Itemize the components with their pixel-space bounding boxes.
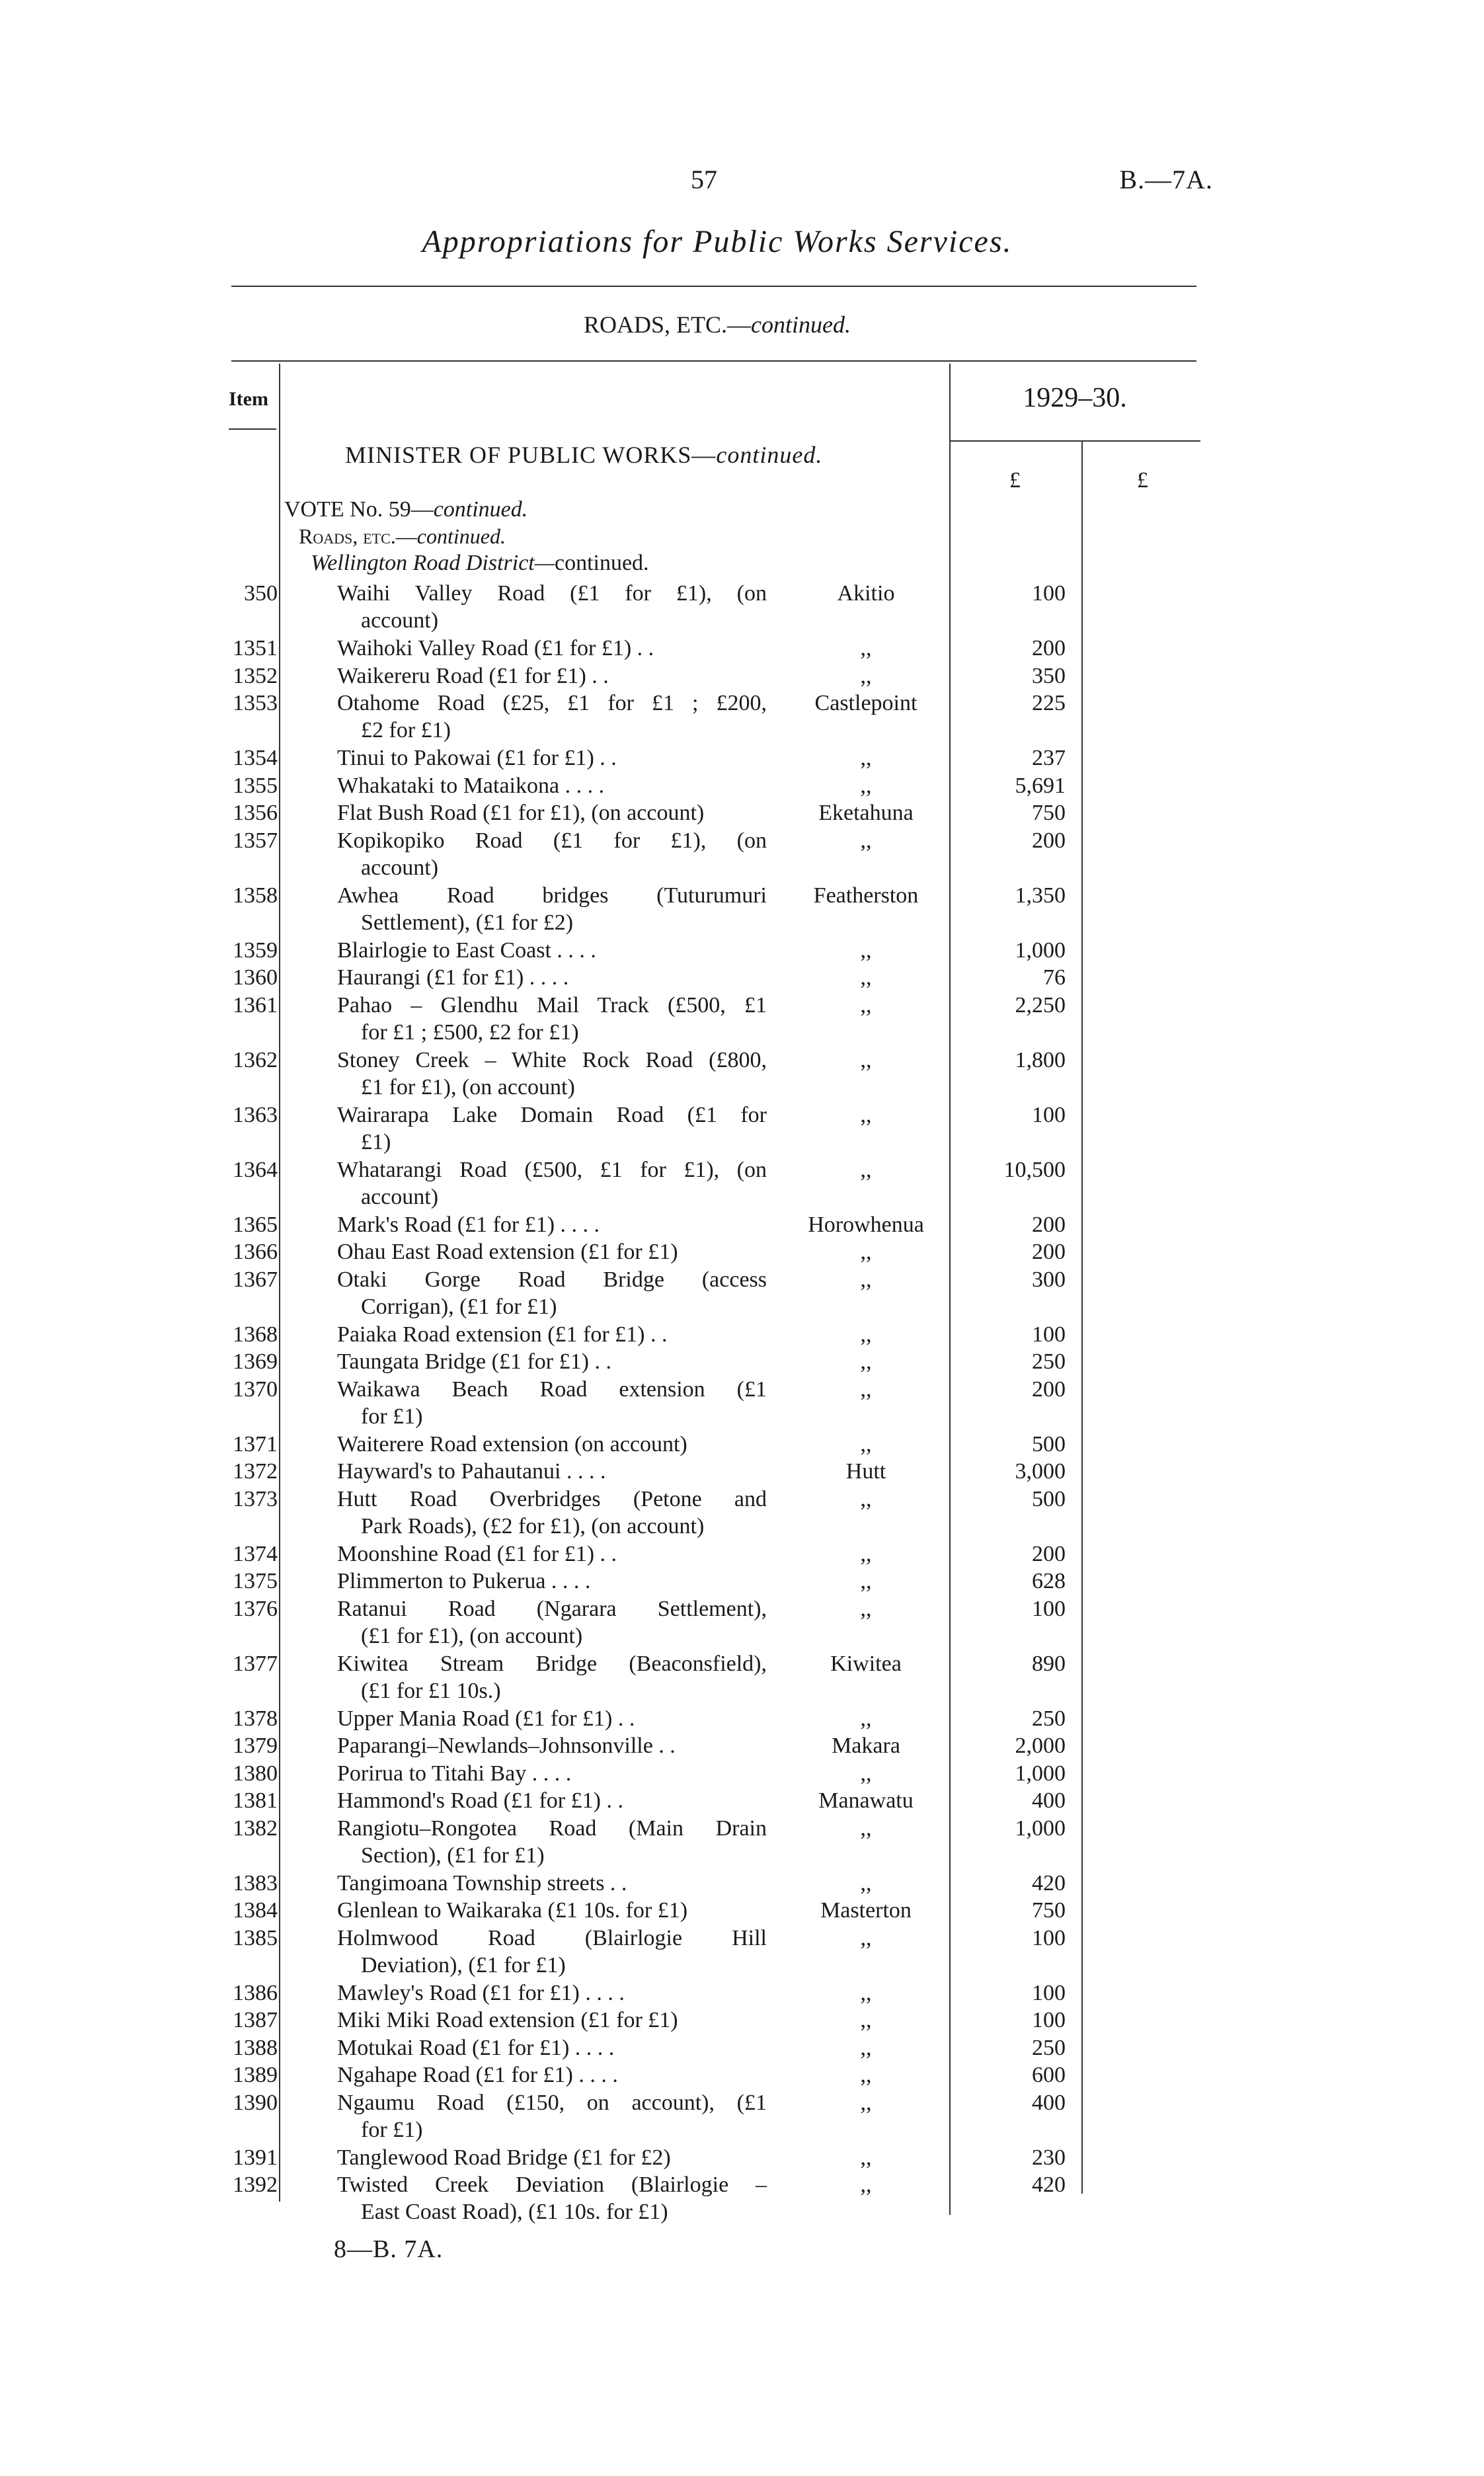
amount-value: 500	[1032, 1431, 1066, 1457]
page-number: 57	[691, 165, 717, 194]
description-line-1: Upper Mania Road (£1 for £1) . .	[337, 1706, 635, 1731]
description-line-1: Mark's Road (£1 for £1) . . . .	[337, 1212, 600, 1237]
district-heading-name: Wellington Road District—	[311, 551, 555, 575]
currency-symbol-2: £	[1137, 468, 1148, 493]
district-name: ,,	[860, 1870, 872, 1896]
top-rule	[231, 286, 1196, 287]
amount-value: 250	[1032, 1349, 1066, 1374]
item-description	[337, 690, 767, 744]
item-description	[337, 799, 767, 826]
amount-value: 5,691	[1015, 773, 1066, 798]
description-line-1: Waikereru Road (£1 for £1) . .	[337, 663, 609, 688]
amount-value: 230	[1032, 2145, 1066, 2170]
description-line-1: Ngahape Road (£1 for £1) . . . .	[337, 2063, 618, 2087]
district-name: ,,	[860, 773, 872, 798]
item-number: 1382	[233, 1816, 278, 1841]
item-description	[337, 827, 767, 881]
item-description	[337, 2089, 767, 2143]
item-number: 1387	[233, 2008, 278, 2032]
district-name: ,,	[860, 828, 872, 853]
district-name: ,,	[860, 1349, 872, 1374]
description-line-1: Waiterere Road extension (on account)	[337, 1431, 687, 1457]
item-number: 1374	[233, 1541, 278, 1566]
district-name: Horowhenua	[808, 1212, 924, 1237]
item-column-divider	[279, 364, 280, 2202]
district-name: ,,	[860, 1102, 872, 1127]
currency-symbol-1: £	[1009, 468, 1021, 493]
item-number: 350	[244, 581, 278, 606]
district-name: ,,	[860, 1486, 872, 1511]
amount-value: 400	[1032, 1788, 1066, 1813]
item-number: 1391	[233, 2145, 278, 2170]
district-name: Masterton	[820, 1898, 912, 1923]
item-description	[337, 1650, 767, 1704]
item-number: 1352	[233, 663, 278, 688]
amount-value: 628	[1032, 1569, 1066, 1593]
amount-value: 1,800	[1015, 1047, 1066, 1072]
description-line-2: £1 for £1), (on account)	[361, 1074, 575, 1099]
description-line-2: Section), (£1 for £1)	[361, 1843, 545, 1868]
amount-value: 200	[1032, 1377, 1066, 1402]
description-line-2: Park Roads), (£2 for £1), (on account)	[361, 1513, 705, 1538]
description-line-1: Paparangi–Newlands–Johnsonville . .	[337, 1734, 676, 1758]
district-name: Hutt	[845, 1459, 886, 1484]
description-line-1: Kiwitea Stream Bridge (Beaconsfield),	[337, 1651, 767, 1676]
amount-value: 250	[1032, 1706, 1066, 1731]
item-description	[337, 1925, 767, 1979]
item-number: 1378	[233, 1706, 278, 1731]
item-description	[337, 1870, 767, 1897]
item-number: 1369	[233, 1349, 278, 1374]
item-number: 1385	[233, 1925, 278, 1950]
district-name: ,,	[860, 2035, 872, 2060]
item-description	[337, 1101, 767, 1156]
item-number: 1373	[233, 1486, 278, 1511]
description-line-2: Corrigan), (£1 for £1)	[361, 1294, 557, 1319]
description-line-1: Mawley's Road (£1 for £1) . . . .	[337, 1980, 625, 2005]
description-line-1: Motukai Road (£1 for £1) . . . .	[337, 2035, 615, 2060]
amount-value: 200	[1032, 828, 1066, 853]
roads-heading-text: Roads, etc.—	[299, 524, 417, 548]
item-description	[337, 1458, 767, 1485]
item-description	[337, 1979, 767, 2007]
amount-value: 100	[1032, 581, 1066, 606]
description-line-2: £2 for £1)	[361, 718, 451, 742]
item-number: 1390	[233, 2090, 278, 2115]
item-number: 1368	[233, 1322, 278, 1347]
item-description	[337, 1321, 767, 1348]
description-line-1: Ohau East Road extension (£1 for £1)	[337, 1240, 678, 1264]
district-name: ,,	[860, 1980, 872, 2005]
item-number: 1372	[233, 1459, 278, 1484]
item-number: 1377	[233, 1651, 278, 1676]
item-description	[337, 2034, 767, 2061]
description-line-2: for £1 ; £500, £2 for £1)	[361, 1019, 579, 1045]
item-description	[337, 1211, 767, 1238]
district-name: Kiwitea	[830, 1651, 902, 1676]
district-name: ,,	[860, 663, 872, 688]
district-name: ,,	[860, 1596, 872, 1621]
description-line-1: Waihoki Valley Road (£1 for £1) . .	[337, 636, 654, 660]
year-column-header: 1929–30.	[1023, 383, 1127, 413]
description-line-1: Rangiotu–Rongotea Road (Main Drain	[337, 1816, 767, 1841]
item-number: 1380	[233, 1761, 278, 1786]
district-name: ,,	[860, 1706, 872, 1731]
minister-heading	[345, 441, 822, 469]
description-line-1: Plimmerton to Pukerua . . . .	[337, 1569, 591, 1593]
amount-value: 100	[1032, 1322, 1066, 1347]
item-description	[337, 1047, 767, 1101]
district-name: ,,	[860, 1431, 872, 1457]
item-number: 1381	[233, 1788, 278, 1813]
item-number: 1389	[233, 2063, 278, 2087]
item-number: 1356	[233, 801, 278, 825]
document-reference: B.—7A.	[1119, 165, 1213, 194]
description-line-1: Miki Miki Road extension (£1 for £1)	[337, 2008, 678, 2032]
amount-value: 100	[1032, 2008, 1066, 2032]
district-name: ,,	[860, 2145, 872, 2170]
item-number: 1388	[233, 2035, 278, 2060]
district-name: Eketahuna	[818, 801, 914, 825]
amount-value: 750	[1032, 1898, 1066, 1923]
item-description	[337, 937, 767, 964]
description-line-1: Pahao – Glendhu Mail Track (£500, £1	[337, 992, 767, 1018]
item-description	[337, 2171, 767, 2225]
district-heading	[311, 551, 649, 576]
item-description	[337, 2007, 767, 2034]
amount-value: 100	[1032, 1925, 1066, 1950]
item-description	[337, 1156, 767, 1211]
item-description	[337, 882, 767, 936]
description-line-1: Moonshine Road (£1 for £1) . .	[337, 1541, 617, 1566]
district-name: ,,	[860, 1157, 872, 1182]
description-line-1: Porirua to Titahi Bay . . . .	[337, 1761, 572, 1786]
description-line-1: Holmwood Road (Blairlogie Hill	[337, 1925, 767, 1950]
district-name: ,,	[860, 2008, 872, 2032]
amount-value: 100	[1032, 1102, 1066, 1127]
item-description	[337, 1266, 767, 1320]
item-number: 1376	[233, 1596, 278, 1621]
amount-value: 100	[1032, 1596, 1066, 1621]
district-name: ,,	[860, 636, 872, 660]
district-name: Manawatu	[818, 1788, 914, 1813]
description-line-1: Whakataki to Mataikona . . . .	[337, 773, 605, 798]
item-description	[337, 964, 767, 991]
item-description	[337, 1540, 767, 1568]
description-line-1: Awhea Road bridges (Tuturumuri	[337, 883, 767, 908]
district-name: ,,	[860, 1047, 872, 1072]
vote-heading-text: VOTE No. 59—	[284, 497, 434, 522]
item-description	[337, 1732, 767, 1759]
item-description	[337, 1568, 767, 1595]
description-line-2: account)	[361, 1184, 439, 1209]
item-description	[337, 1760, 767, 1787]
district-name: ,,	[860, 938, 872, 963]
district-name: ,,	[860, 746, 872, 770]
district-name: ,,	[860, 992, 872, 1018]
district-name: ,,	[860, 1761, 872, 1786]
amount-value: 100	[1032, 1980, 1066, 2005]
item-number: 1371	[233, 1431, 278, 1457]
vote-heading-continued: continued.	[433, 497, 528, 522]
item-description	[337, 1238, 767, 1265]
item-description	[337, 580, 767, 634]
description-line-2: (£1 for £1 10s.)	[361, 1678, 501, 1703]
item-description	[337, 2061, 767, 2089]
amount-value: 225	[1032, 691, 1066, 715]
district-name: ,,	[860, 1240, 872, 1264]
amount-value: 200	[1032, 636, 1066, 660]
minister-heading-continued: continued.	[716, 442, 823, 468]
district-name: Castlepoint	[814, 691, 918, 715]
item-number: 1365	[233, 1212, 278, 1237]
item-description	[337, 1815, 767, 1869]
item-number: 1386	[233, 1980, 278, 2005]
amount-value: 1,000	[1015, 938, 1066, 963]
description-line-1: Stoney Creek – White Rock Road (£800,	[337, 1047, 767, 1072]
item-number: 1360	[233, 965, 278, 990]
roads-heading-continued: continued.	[416, 524, 506, 548]
section-title-text: ROADS, ETC.—	[584, 311, 752, 338]
item-description	[337, 1787, 767, 1814]
description-line-1: Glenlean to Waikaraka (£1 10s. for £1)	[337, 1898, 688, 1923]
item-description	[337, 1705, 767, 1732]
item-number: 1383	[233, 1870, 278, 1896]
description-line-1: Kopikopiko Road (£1 for £1), (on	[337, 828, 767, 853]
item-number: 1370	[233, 1377, 278, 1402]
district-name: ,,	[860, 1569, 872, 1593]
district-name: ,,	[860, 2173, 872, 2197]
district-name: ,,	[860, 1541, 872, 1566]
item-number: 1361	[233, 992, 278, 1018]
description-line-1: Flat Bush Road (£1 for £1), (on account)	[337, 801, 705, 825]
description-line-2: account)	[361, 608, 439, 633]
description-line-1: Otaki Gorge Road Bridge (access	[337, 1267, 767, 1292]
district-name: ,,	[860, 2090, 872, 2115]
amount-value: 200	[1032, 1240, 1066, 1264]
description-line-1: Ratanui Road (Ngarara Settlement),	[337, 1596, 767, 1621]
amount-value: 750	[1032, 801, 1066, 825]
description-line-1: Blairlogie to East Coast . . . .	[337, 938, 596, 963]
district-name: Akitio	[837, 581, 895, 606]
section-title	[0, 311, 1434, 339]
item-description	[337, 1486, 767, 1540]
item-number: 1367	[233, 1267, 278, 1292]
item-description	[337, 2144, 767, 2171]
description-line-1: Haurangi (£1 for £1) . . . .	[337, 965, 569, 990]
year-column-divider	[949, 364, 951, 2215]
item-description	[337, 1595, 767, 1650]
description-line-2: for £1)	[361, 2117, 423, 2142]
item-number: 1363	[233, 1102, 278, 1127]
item-number: 1358	[233, 883, 278, 908]
description-line-1: Tinui to Pakowai (£1 for £1) . .	[337, 746, 617, 770]
description-line-1: Hayward's to Pahautanui . . . .	[337, 1459, 606, 1484]
amount-value: 1,000	[1015, 1816, 1066, 1841]
description-line-2: Settlement), (£1 for £2)	[361, 910, 574, 935]
item-number: 1392	[233, 2173, 278, 2197]
item-number: 1366	[233, 1240, 278, 1264]
amount-value: 1,000	[1015, 1761, 1066, 1786]
district-name: ,,	[860, 1925, 872, 1950]
description-line-2: for £1)	[361, 1404, 423, 1429]
amount-value: 237	[1032, 746, 1066, 770]
amount-value: 250	[1032, 2035, 1066, 2060]
roads-heading	[299, 524, 506, 549]
amount-column-divider	[1081, 442, 1083, 2194]
item-number: 1384	[233, 1898, 278, 1923]
description-line-1: Whatarangi Road (£500, £1 for £1), (on	[337, 1157, 767, 1182]
district-name: ,,	[860, 1377, 872, 1402]
description-line-1: Ngaumu Road (£150, on account), (£1	[337, 2090, 767, 2115]
description-line-2: East Coast Road), (£1 10s. for £1)	[361, 2200, 668, 2224]
item-column-header: Item	[229, 388, 268, 410]
description-line-2: Deviation), (£1 for £1)	[361, 1952, 566, 1977]
description-line-1: Twisted Creek Deviation (Blairlogie –	[337, 2173, 767, 2197]
amount-value: 2,000	[1015, 1734, 1066, 1758]
footer-reference: 8—B. 7A.	[334, 2235, 444, 2263]
district-heading-continued: continued.	[554, 551, 649, 575]
section-rule	[231, 360, 1196, 362]
district-name: Featherston	[813, 883, 919, 908]
district-name: ,,	[860, 965, 872, 990]
item-description	[337, 1431, 767, 1458]
item-number: 1375	[233, 1569, 278, 1593]
item-number: 1364	[233, 1157, 278, 1182]
amount-value: 500	[1032, 1486, 1066, 1511]
description-line-1: Hammond's Road (£1 for £1) . .	[337, 1788, 623, 1813]
amount-value: 200	[1032, 1541, 1066, 1566]
amount-value: 10,500	[1003, 1157, 1066, 1182]
item-number: 1362	[233, 1047, 278, 1072]
description-line-1: Otahome Road (£25, £1 for £1 ; £200,	[337, 691, 767, 715]
item-number: 1354	[233, 746, 278, 770]
amount-value: 420	[1032, 1870, 1066, 1896]
amount-value: 2,250	[1015, 992, 1066, 1018]
item-header-rule	[229, 428, 276, 430]
description-line-2: account)	[361, 855, 439, 880]
amount-value: 76	[1043, 965, 1066, 990]
amount-value: 1,350	[1015, 883, 1066, 908]
item-description	[337, 992, 767, 1046]
district-name: ,,	[860, 2063, 872, 2087]
description-line-1: Tangimoana Township streets . .	[337, 1870, 627, 1896]
description-line-1: Tanglewood Road Bridge (£1 for £2)	[337, 2145, 671, 2170]
description-line-1: Waikawa Beach Road extension (£1	[337, 1377, 767, 1402]
district-name: ,,	[860, 1267, 872, 1292]
item-description	[337, 744, 767, 772]
item-description	[337, 635, 767, 662]
description-line-1: Hutt Road Overbridges (Petone and	[337, 1486, 767, 1511]
district-name: Makara	[832, 1734, 900, 1758]
item-number: 1359	[233, 938, 278, 963]
amount-value: 200	[1032, 1212, 1066, 1237]
page-title: Appropriations for Public Works Services.	[422, 224, 1013, 259]
vote-heading	[284, 497, 527, 522]
item-number: 1357	[233, 828, 278, 853]
district-name: ,,	[860, 1816, 872, 1841]
item-number: 1379	[233, 1734, 278, 1758]
item-description	[337, 1348, 767, 1375]
item-description	[337, 1376, 767, 1430]
description-line-2: (£1 for £1), (on account)	[361, 1623, 583, 1648]
district-name: ,,	[860, 1322, 872, 1347]
description-line-1: Taungata Bridge (£1 for £1) . .	[337, 1349, 611, 1374]
description-line-2: £1)	[361, 1129, 391, 1154]
minister-heading-text: MINISTER OF PUBLIC WORKS—	[345, 442, 717, 468]
amount-value: 420	[1032, 2173, 1066, 2197]
year-header-rule	[949, 440, 1200, 442]
section-title-continued: continued.	[751, 311, 851, 338]
amount-value: 600	[1032, 2063, 1066, 2087]
description-line-1: Wairarapa Lake Domain Road (£1 for	[337, 1102, 767, 1127]
item-description	[337, 1897, 767, 1924]
amount-value: 300	[1032, 1267, 1066, 1292]
item-description	[337, 662, 767, 690]
amount-value: 400	[1032, 2090, 1066, 2115]
description-line-1: Waihi Valley Road (£1 for £1), (on	[337, 581, 767, 606]
item-number: 1355	[233, 773, 278, 798]
amount-value: 890	[1032, 1651, 1066, 1676]
item-number: 1353	[233, 691, 278, 715]
description-line-1: Paiaka Road extension (£1 for £1) . .	[337, 1322, 668, 1347]
item-number: 1351	[233, 636, 278, 660]
item-description	[337, 772, 767, 799]
amount-value: 350	[1032, 663, 1066, 688]
amount-value: 3,000	[1015, 1459, 1066, 1484]
